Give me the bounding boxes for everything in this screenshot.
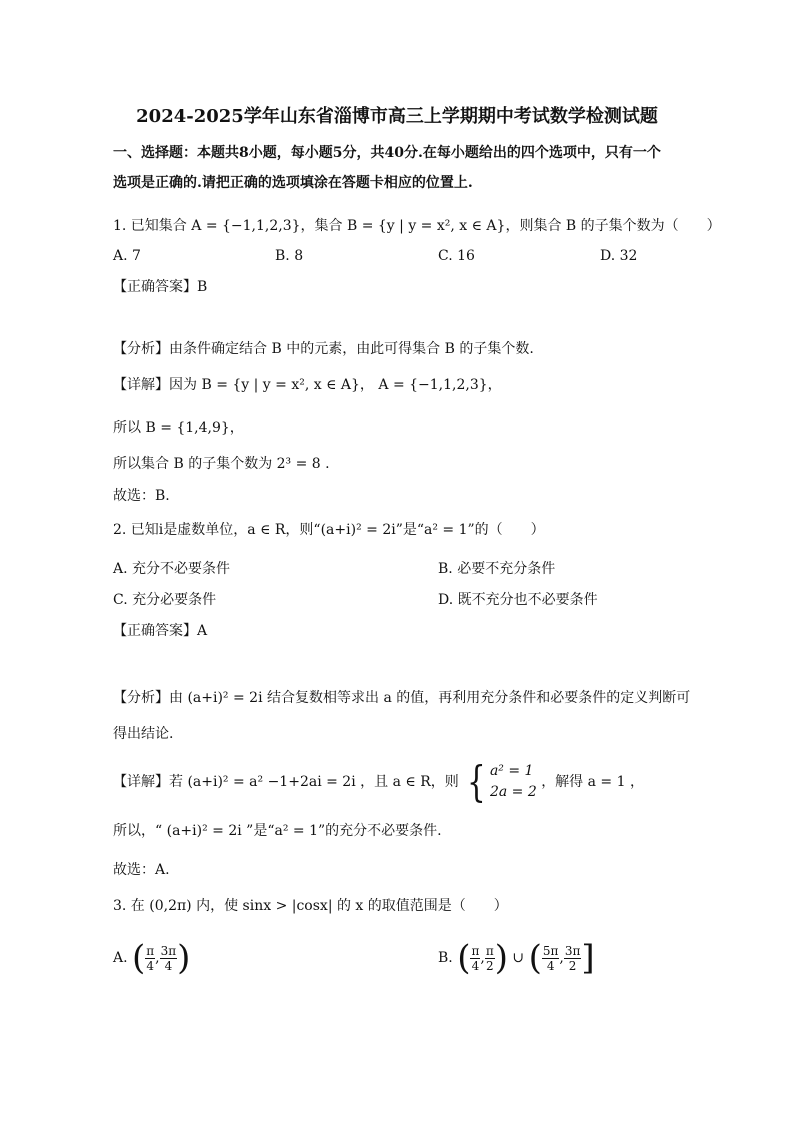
q1-conclusion: 故选：B.	[113, 488, 170, 504]
fraction-denominator: 4	[146, 958, 155, 973]
fraction	[160, 944, 178, 973]
close-paren-icon: )	[177, 938, 191, 978]
q2-conclusion: 故选：A.	[113, 862, 170, 878]
brace-icon: {	[467, 757, 486, 806]
section-header-line-1: 一、选择题：本题共8小题，每小题5分，共40分.在每小题给出的四个选项中，只有一个	[113, 145, 661, 161]
q1-answer: 【正确答案】B	[113, 279, 208, 295]
q1-analysis: 【分析】由条件确定结合 B 中的元素，由此可得集合 B 的子集个数.	[113, 341, 534, 357]
q2-option-d: D. 既不充分也不必要条件	[438, 592, 598, 608]
q2-system-row-2: 2a = 2	[489, 784, 537, 800]
fraction	[145, 944, 155, 973]
open-paren-icon: (	[528, 938, 542, 978]
fraction	[485, 944, 495, 973]
fraction-numerator: π	[485, 943, 494, 958]
fraction-denominator: 2	[485, 958, 494, 973]
open-paren-icon: (	[132, 938, 146, 978]
fraction-denominator: 4	[471, 958, 480, 973]
union-symbol: ∪	[512, 950, 525, 966]
close-bracket-icon: ]	[581, 938, 595, 978]
q2-detail-line-1	[113, 757, 644, 806]
fraction-numerator: π	[146, 943, 155, 958]
fraction-numerator: 3π	[564, 943, 581, 958]
fraction-numerator: 3π	[160, 943, 177, 958]
q3-option-a-label: A.	[113, 950, 128, 966]
fraction	[542, 944, 560, 973]
q3-option-b: B. ( $\frac{\pi}{4}$ , $\frac{\pi}{2}$ ) ∪ ( $\frac{5\pi}{4}$ , $\frac{3\pi}{2}$ ]	[438, 938, 595, 978]
q2-detail-line-2: 所以，“ (a+i)² = 2i ”是“a² = 1”的充分不必要条件.	[113, 823, 442, 839]
open-paren-icon: (	[457, 938, 471, 978]
q1-option-a: A. 7	[113, 248, 141, 264]
q1-detail-line-2: 所以 B = {1,4,9}，	[113, 420, 244, 436]
q1-option-b: B. 8	[275, 248, 304, 264]
q1-option-c: C. 16	[438, 248, 475, 264]
fraction-denominator: 4	[164, 958, 173, 973]
q3-stem: 3. 在 (0,2π) 内，使 sinx > |cosx| 的 x 的取值范围是（ ）	[113, 898, 508, 914]
q2-equation-system	[463, 757, 537, 806]
q1-detail-line-3: 所以集合 B 的子集个数为 2³ = 8 .	[113, 456, 330, 472]
fraction-numerator: 5π	[542, 943, 559, 958]
q2-option-c: C. 充分必要条件	[113, 592, 217, 608]
q1-detail-line-1: 【详解】因为 B = {y | y = x², x ∈ A}， A = {−1,1,2,3}，	[113, 377, 502, 393]
q2-stem: 2. 已知i是虚数单位，a ∈ R，则“(a+i)² = 2i”是“a² = 1”的（ ）	[113, 522, 545, 538]
fraction-denominator: 4	[546, 958, 555, 973]
q3-option-a: A. ( $\frac{\pi}{4}$ , $\frac{3\pi}{4}$ )	[113, 938, 191, 978]
q1-stem: 1. 已知集合 A = {−1,1,2,3}，集合 B = {y | y = x², x ∈ A}，则集合 B 的子集个数为（ ）	[113, 218, 721, 234]
section-header-line-2: 选项是正确的.请把正确的选项填涂在答题卡相应的位置上.	[113, 175, 473, 191]
q2-option-a: A. 充分不必要条件	[113, 561, 231, 577]
q2-system-row-1: a² = 1	[489, 763, 534, 779]
q1-option-d: D. 32	[600, 248, 638, 264]
q3-option-b-label: B.	[438, 950, 453, 966]
q2-option-b: B. 必要不充分条件	[438, 561, 556, 577]
page-title: 2024-2025学年山东省淄博市高三上学期期中考试数学检测试题	[136, 106, 658, 127]
q2-detail-suffix: ，解得 a = 1 ，	[541, 774, 644, 790]
q2-analysis-line-2: 得出结论.	[113, 726, 174, 742]
q2-analysis-line-1: 【分析】由 (a+i)² = 2i 结合复数相等求出 a 的值，再利用充分条件和必要条件的定义判断可	[113, 690, 691, 706]
fraction-denominator: 2	[568, 958, 577, 973]
q2-detail-prefix: 【详解】若 (a+i)² = a² −1+2ai = 2i ，且 a ∈ R，则	[113, 774, 459, 790]
q2-answer: 【正确答案】A	[113, 623, 208, 639]
close-paren-icon: )	[494, 938, 508, 978]
fraction	[470, 944, 480, 973]
fraction	[564, 944, 582, 973]
fraction-numerator: π	[471, 943, 480, 958]
